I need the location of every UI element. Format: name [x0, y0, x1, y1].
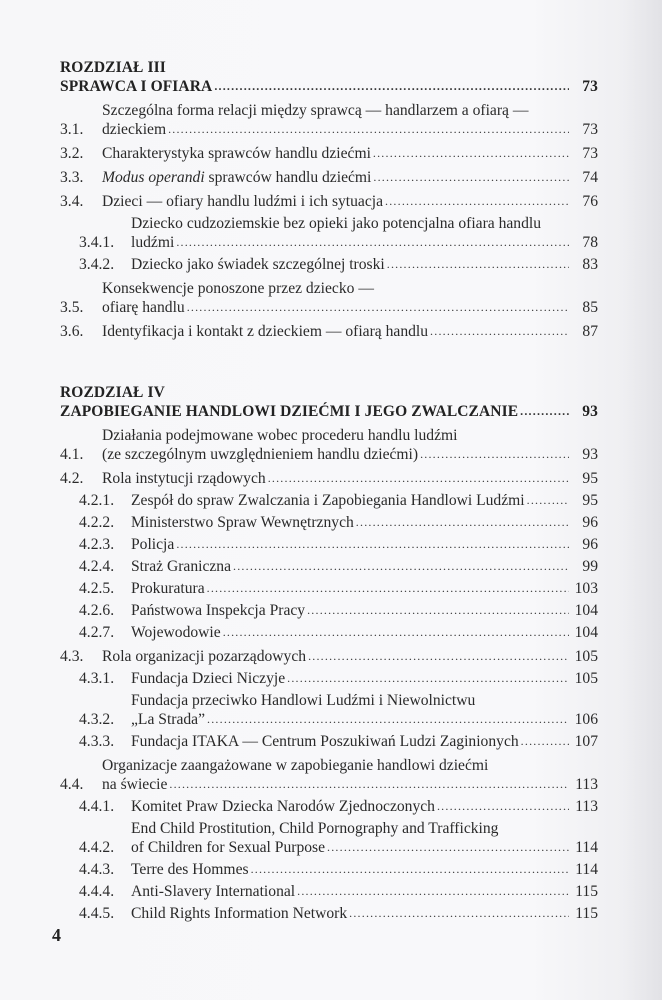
toc-entry[interactable]	[60, 557, 598, 576]
chapter-page-number: 93	[582, 403, 598, 420]
entry-number: 4.3.3.	[79, 733, 115, 750]
entry-page-number: 83	[582, 256, 598, 273]
dot-leader	[176, 535, 569, 554]
entry-title: Identyfikacja i kontakt z dzieckiem — ofiarą handlu	[102, 323, 429, 340]
entry-number: 4.4.1.	[79, 798, 115, 815]
entry-text	[131, 513, 598, 532]
dot-leader	[520, 402, 569, 421]
entry-line	[102, 426, 598, 445]
entry-page-number: 105	[574, 648, 598, 665]
entry-page-number: 73	[582, 121, 598, 138]
dot-leader	[420, 445, 569, 464]
entry-title: Państwowa Inspekcja Pracy	[131, 602, 306, 619]
entry-line	[102, 101, 598, 120]
entry-line	[102, 168, 598, 187]
entry-title: Prokuratura	[131, 580, 205, 597]
dot-leader	[169, 775, 569, 794]
entry-text	[131, 579, 598, 598]
entry-title: Dziecko jako świadek szczególnej troski	[131, 256, 385, 273]
entry-number: 4.2.4.	[79, 558, 115, 575]
entry-text	[102, 168, 598, 187]
entry-number: 3.1.	[60, 121, 84, 138]
entry-title: of Children for Sexual Purpose	[131, 839, 326, 856]
entry-line	[131, 669, 598, 688]
dot-leader	[307, 601, 569, 620]
entry-title: Ministerstwo Spraw Wewnętrznych	[131, 514, 354, 531]
entry-title: Szczególna forma relacji między sprawcą — handlarzem a ofiarą —	[102, 102, 529, 119]
entry-line	[102, 756, 598, 775]
entry-title: Konsekwencje ponoszone przez dziecko —	[102, 280, 374, 297]
toc-entry[interactable]	[60, 601, 598, 620]
toc-entry[interactable]	[60, 214, 598, 252]
entry-text	[102, 469, 598, 488]
entry-line	[131, 535, 598, 554]
entry-title: „La Strada”	[131, 711, 206, 728]
entry-page-number: 93	[582, 446, 598, 463]
entry-title: Straż Graniczna	[131, 558, 232, 575]
chapter-section	[60, 58, 598, 341]
toc-entry[interactable]	[60, 513, 598, 532]
chapter-label: ROZDZIAŁ IV	[60, 384, 165, 401]
dot-leader	[187, 298, 569, 317]
entry-text	[131, 819, 598, 857]
entry-line	[131, 732, 598, 751]
chapter-title: SPRAWCA I OFIARA	[60, 78, 213, 95]
toc-entry[interactable]	[60, 732, 598, 751]
entry-line	[131, 255, 598, 274]
entry-number: 3.6.	[60, 323, 84, 340]
entry-text	[102, 322, 598, 341]
toc-entry[interactable]	[60, 904, 598, 923]
entry-line	[131, 819, 598, 838]
dot-leader	[527, 491, 569, 510]
entry-number: 4.2.1.	[79, 492, 115, 509]
toc-entry[interactable]	[60, 192, 598, 211]
entry-page-number: 95	[582, 492, 598, 509]
entry-text	[102, 647, 598, 666]
entry-title: Policja	[131, 536, 175, 553]
entry-line	[131, 691, 598, 710]
entry-line	[102, 120, 598, 139]
toc-entry[interactable]	[60, 623, 598, 642]
entry-number: 4.3.1.	[79, 670, 115, 687]
entry-line	[131, 579, 598, 598]
chapter-title-row[interactable]	[60, 402, 598, 421]
entry-title: Rola instytucji rządowych	[102, 470, 266, 487]
entry-number: 3.4.1.	[79, 234, 115, 251]
entry-page-number: 113	[575, 798, 598, 815]
entry-title: (ze szczególnym uwzględnieniem handlu dziećmi)	[102, 446, 419, 463]
entry-line	[102, 298, 598, 317]
entry-text	[131, 255, 598, 274]
entry-page-number: 105	[574, 670, 598, 687]
entry-text	[131, 797, 598, 816]
toc-entry[interactable]	[60, 756, 598, 794]
chapter-title: ZAPOBIEGANIE HANDLOWI DZIEĆMI I JEGO ZWALCZANIE	[60, 403, 519, 420]
entry-line	[102, 192, 598, 211]
toc-entry[interactable]	[60, 579, 598, 598]
entry-text	[131, 860, 598, 879]
chapter-label: ROZDZIAŁ III	[60, 59, 166, 76]
entry-text	[131, 601, 598, 620]
entry-title: dzieckiem	[102, 121, 167, 138]
toc-entry[interactable]	[60, 144, 598, 163]
entry-title: Zespół do spraw Zwalczania i Zapobiegania Handlowi Ludźmi	[131, 492, 525, 509]
entry-line	[131, 623, 598, 642]
entry-page-number: 114	[575, 839, 598, 856]
entry-title: Fundacja ITAKA — Centrum Poszukiwań Ludzi Zaginionych	[131, 733, 519, 750]
entry-number: 3.4.	[60, 193, 84, 210]
entry-number: 4.2.7.	[79, 624, 115, 641]
entry-line	[131, 860, 598, 879]
dot-leader	[214, 77, 569, 96]
toc-entry[interactable]	[60, 279, 598, 317]
dot-leader	[287, 669, 569, 688]
dot-leader	[233, 557, 569, 576]
entry-line	[131, 214, 598, 233]
dot-leader	[251, 860, 569, 879]
entry-title-italic: Modus operandi	[102, 169, 205, 186]
toc-entry[interactable]	[60, 819, 598, 857]
entry-line	[102, 144, 598, 163]
toc-entry[interactable]	[60, 860, 598, 879]
entry-title: ofiarę handlu	[102, 299, 185, 316]
dot-leader	[297, 882, 569, 901]
entry-title: Wojewodowie	[131, 624, 221, 641]
entry-page-number: 115	[575, 883, 598, 900]
entry-page-number: 78	[582, 234, 598, 251]
toc-entry[interactable]	[60, 168, 598, 187]
entry-title-rest: sprawców handlu dziećmi	[204, 169, 372, 186]
dot-leader	[349, 904, 569, 923]
entry-page-number: 95	[582, 470, 598, 487]
entry-number: 4.3.2.	[79, 711, 115, 728]
entry-number: 3.2.	[60, 145, 84, 162]
entry-page-number: 114	[575, 861, 598, 878]
toc-entry[interactable]	[60, 491, 598, 510]
entry-line	[131, 491, 598, 510]
entry-title: Organizacje zaangażowane w zapobieganie handlowi dziećmi	[102, 757, 489, 774]
entry-title: Child Rights Information Network	[131, 905, 348, 922]
entry-title: Fundacja Dzieci Niczyje	[131, 670, 286, 687]
toc-entry[interactable]	[60, 535, 598, 554]
entry-title: Działania podejmowane wobec procederu handlu ludźmi	[102, 427, 458, 444]
entry-text	[102, 426, 598, 464]
dot-leader	[268, 469, 569, 488]
dot-leader	[356, 513, 569, 532]
dot-leader	[207, 579, 569, 598]
entry-page-number: 104	[574, 602, 598, 619]
entry-text	[131, 557, 598, 576]
entry-number: 4.3.	[60, 648, 84, 665]
entry-text	[131, 214, 598, 252]
entry-line	[102, 647, 598, 666]
toc-entry[interactable]	[60, 691, 598, 729]
toc-entry[interactable]	[60, 882, 598, 901]
entry-text	[102, 279, 598, 317]
entry-page-number: 76	[582, 193, 598, 210]
dot-leader	[387, 255, 569, 274]
entry-number: 4.2.6.	[79, 602, 115, 619]
toc-entry[interactable]	[60, 426, 598, 464]
entry-line	[131, 797, 598, 816]
entry-text	[102, 101, 598, 139]
entry-line	[102, 279, 598, 298]
entry-text	[131, 669, 598, 688]
entry-line	[131, 904, 598, 923]
entry-text	[131, 904, 598, 923]
entry-line	[131, 233, 598, 252]
entry-page-number: 85	[582, 299, 598, 316]
dot-leader	[430, 322, 569, 341]
toc-entry[interactable]	[60, 669, 598, 688]
entry-page-number: 96	[582, 536, 598, 553]
dot-leader	[521, 732, 569, 751]
dot-leader	[385, 192, 569, 211]
entry-page-number: 103	[574, 580, 598, 597]
entry-number: 4.4.5.	[79, 905, 115, 922]
dot-leader	[373, 144, 569, 163]
chapter-section	[60, 383, 598, 923]
toc-entry[interactable]	[60, 647, 598, 666]
entry-line	[131, 710, 598, 729]
entry-text	[131, 535, 598, 554]
entry-number: 4.2.5.	[79, 580, 115, 597]
entry-line	[131, 882, 598, 901]
entry-text	[131, 623, 598, 642]
entry-number: 4.4.4.	[79, 883, 115, 900]
entry-line	[131, 838, 598, 857]
entry-title: Dziecko cudzoziemskie bez opieki jako potencjalna ofiara handlu	[131, 215, 542, 232]
entry-line	[102, 322, 598, 341]
entry-page-number: 113	[575, 776, 598, 793]
entry-text	[131, 882, 598, 901]
entry-text	[131, 491, 598, 510]
entry-page-number: 73	[582, 145, 598, 162]
entry-text	[131, 732, 598, 751]
entry-line	[131, 513, 598, 532]
entry-page-number: 96	[582, 514, 598, 531]
dot-leader	[176, 233, 569, 252]
table-of-contents	[60, 58, 598, 923]
entry-number: 4.4.3.	[79, 861, 115, 878]
toc-entry[interactable]	[60, 322, 598, 341]
entry-title	[102, 168, 371, 187]
entry-page-number: 99	[582, 558, 598, 575]
dot-leader	[223, 623, 569, 642]
entry-number: 4.2.3.	[79, 536, 115, 553]
dot-leader	[168, 120, 569, 139]
entry-number: 3.4.2.	[79, 256, 115, 273]
entry-title: Komitet Praw Dziecka Narodów Zjednoczonych	[131, 798, 435, 815]
entry-text	[131, 691, 598, 729]
entry-number: 4.4.	[60, 776, 84, 793]
toc-entry[interactable]	[60, 469, 598, 488]
toc-entry[interactable]	[60, 797, 598, 816]
entry-line	[131, 557, 598, 576]
dot-leader	[327, 838, 569, 857]
dot-leader	[308, 647, 569, 666]
entry-line	[102, 445, 598, 464]
page-number: 4	[52, 925, 61, 945]
entry-number: 3.5.	[60, 299, 84, 316]
entry-title: na świecie	[102, 776, 168, 793]
chapter-page-number: 73	[582, 78, 598, 95]
entry-title: Fundacja przeciwko Handlowi Ludźmi i Niewolnictwu	[131, 692, 476, 709]
entry-title: Anti-Slavery International	[131, 883, 296, 900]
entry-title: End Child Prostitution, Child Pornography and Trafficking	[131, 820, 499, 837]
entry-number: 4.1.	[60, 446, 84, 463]
entry-line	[102, 775, 598, 794]
entry-title: Rola organizacji pozarządowych	[102, 648, 307, 665]
chapter-title-row[interactable]	[60, 77, 598, 96]
entry-title: Terre des Hommes	[131, 861, 249, 878]
entry-number: 4.2.2.	[79, 514, 115, 531]
dot-leader	[437, 797, 569, 816]
entry-text	[102, 192, 598, 211]
toc-entry[interactable]	[60, 255, 598, 274]
dot-leader	[207, 710, 569, 729]
entry-title: Dzieci — ofiary handlu ludźmi i ich sytuacja	[102, 193, 384, 210]
entry-page-number: 87	[582, 323, 598, 340]
entry-line	[102, 469, 598, 488]
entry-page-number: 106	[574, 711, 598, 728]
entry-number: 4.4.2.	[79, 839, 115, 856]
entry-line	[131, 601, 598, 620]
entry-page-number: 115	[575, 905, 598, 922]
entry-title: ludźmi	[131, 234, 175, 251]
entry-text	[102, 756, 598, 794]
dot-leader	[373, 168, 569, 187]
entry-page-number: 107	[574, 733, 598, 750]
toc-entry[interactable]	[60, 101, 598, 139]
entry-page-number: 74	[582, 169, 598, 186]
entry-page-number: 104	[574, 624, 598, 641]
entry-title: Charakterystyka sprawców handlu dziećmi	[102, 145, 371, 162]
entry-number: 3.3.	[60, 169, 84, 186]
entry-number: 4.2.	[60, 470, 84, 487]
entry-text	[102, 144, 598, 163]
